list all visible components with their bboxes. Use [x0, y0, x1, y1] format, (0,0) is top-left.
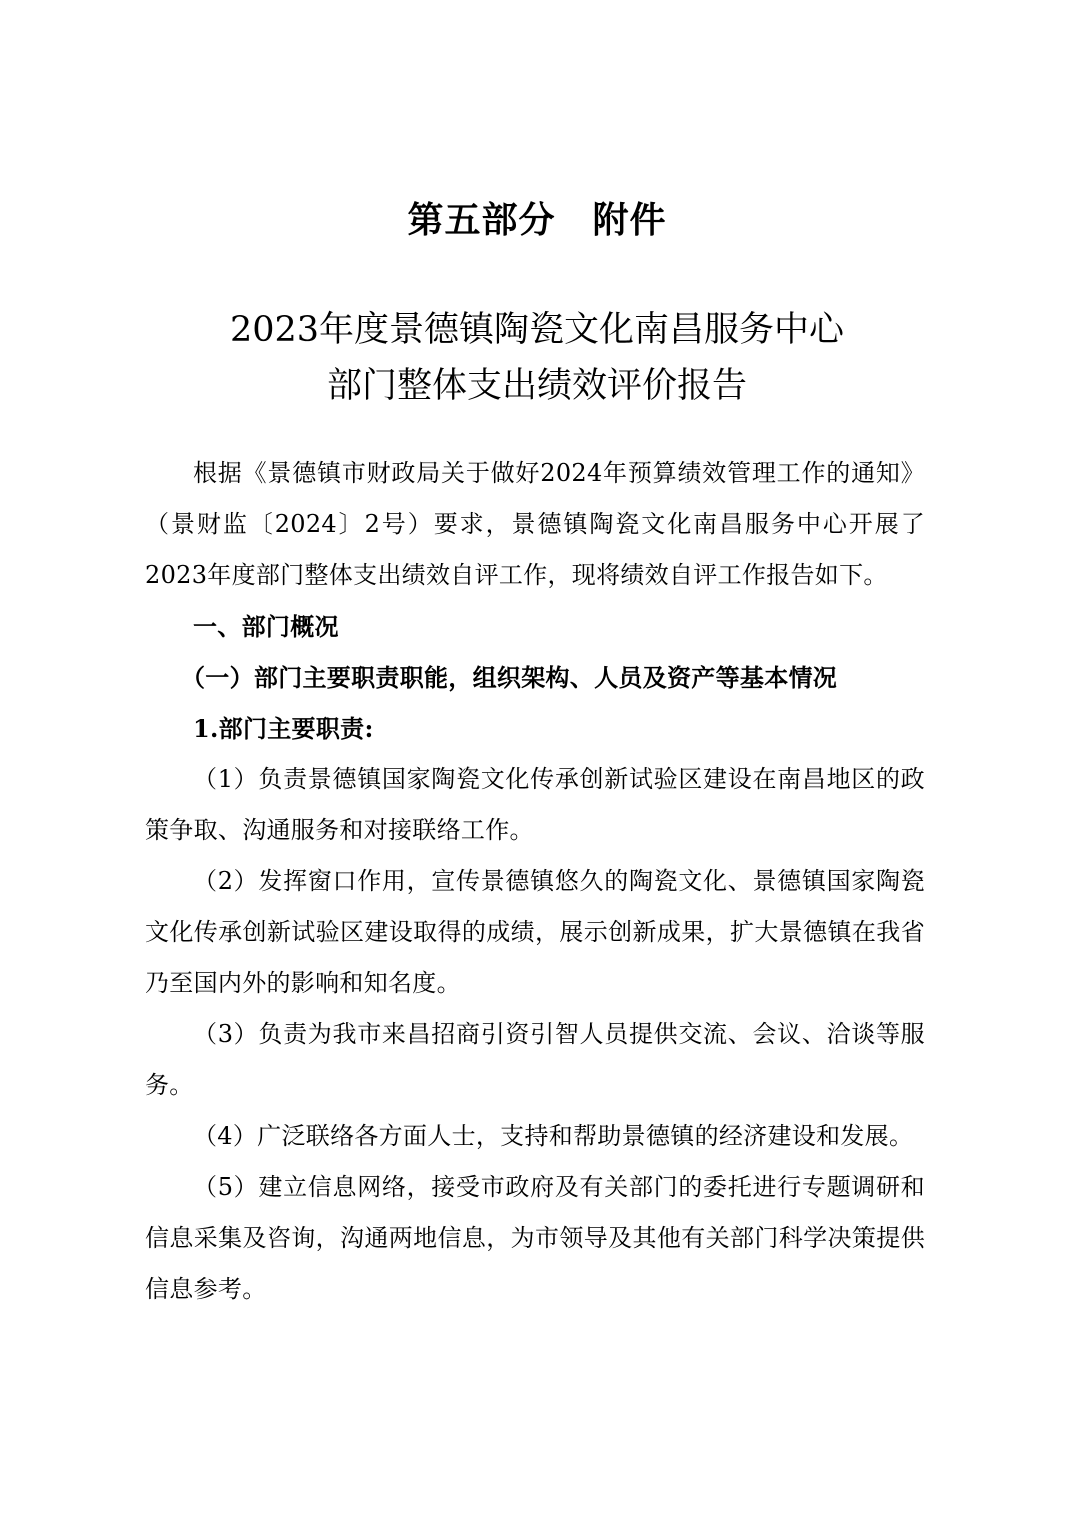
duty-paragraph: （1）负责景德镇国家陶瓷文化传承创新试验区建设在南昌地区的政策争取、沟通服务和对接联络工作。	[145, 765, 925, 844]
document-body	[145, 448, 925, 1315]
report-title-line1: 2023年度景德镇陶瓷文化南昌服务中心	[229, 310, 845, 350]
duty-paragraph: （4）广泛联络各方面人士，支持和帮助景德镇的经济建设和发展。	[193, 1122, 914, 1150]
report-title-line2: 部门整体支出绩效评价报告	[326, 366, 747, 406]
section-heading: 一、部门概况	[193, 612, 339, 641]
intro-paragraph: 根据《景德镇市财政局关于做好2024年预算绩效管理工作的通知》（景财监〔2024〕2号）要求，景德镇陶瓷文化南昌服务中心开展了2023年度部门整体支出绩效自评工作，现将绩效自评工作报告如下。	[145, 459, 925, 589]
duty-paragraph: （5）建立信息网络，接受市政府及有关部门的委托进行专题调研和信息采集及咨询，沟通两地信息，为市领导及其他有关部门科学决策提供信息参考。	[145, 1173, 925, 1303]
item-heading: 1.部门主要职责:	[193, 714, 374, 743]
duty-paragraph: （3）负责为我市来昌招商引资引智人员提供交流、会议、洽谈等服务。	[145, 1020, 925, 1099]
part-title: 第五部分 附件	[407, 199, 667, 241]
subsection-heading: （一）部门主要职责职能，组织架构、人员及资产等基本情况	[181, 663, 838, 692]
duty-paragraph: （2）发挥窗口作用，宣传景德镇悠久的陶瓷文化、景德镇国家陶瓷文化传承创新试验区建设取得的成绩，展示创新成果，扩大景德镇在我省乃至国内外的影响和知名度。	[145, 867, 925, 997]
